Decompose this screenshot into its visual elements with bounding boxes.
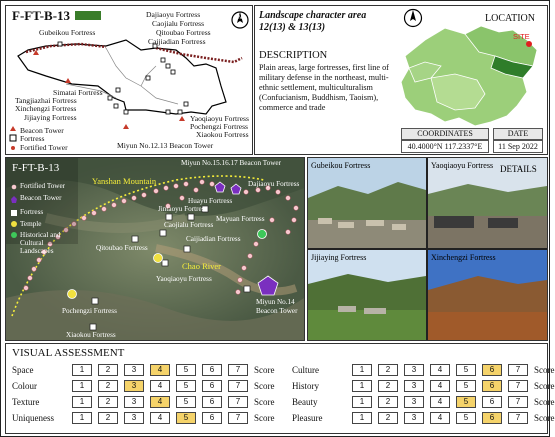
score-box[interactable]: 2 bbox=[98, 380, 118, 392]
photo-yaoqiaoyu bbox=[428, 158, 547, 248]
score-box[interactable]: 4 bbox=[150, 396, 170, 408]
legend-beacon-tower: Beacon Tower bbox=[20, 194, 62, 202]
photo-gubeikou bbox=[308, 158, 426, 248]
sat-label: Miyun No.14 Beacon Tower bbox=[256, 298, 298, 315]
score-box[interactable]: 1 bbox=[352, 364, 372, 376]
sat-label: Mayuan Fortress bbox=[216, 215, 265, 223]
description-title: DESCRIPTION bbox=[259, 50, 328, 61]
legend-temple-icon bbox=[11, 221, 17, 227]
date-value: 11 Sep 2022 bbox=[493, 140, 543, 153]
score-label: Score bbox=[534, 413, 555, 423]
site-marker-icon bbox=[526, 41, 532, 47]
sat-label-caijiadian: Caijiadian Fortress bbox=[186, 235, 241, 243]
score-box[interactable]: 3 bbox=[124, 364, 144, 376]
score-box[interactable]: 5 bbox=[456, 380, 476, 392]
assessment-label: Uniqueness bbox=[12, 413, 54, 423]
coordinates-value: 40.4000°N 117.2337°E bbox=[401, 140, 489, 153]
sat-label: Yaoqiaoyu Fortress bbox=[156, 275, 212, 283]
score-box[interactable]: 1 bbox=[72, 412, 92, 424]
visual-assessment-title: VISUAL ASSESSMENT bbox=[12, 347, 125, 359]
mountain-label: Yanshan Mountain bbox=[92, 176, 157, 186]
photo-caption: Xinchengzi Fortress bbox=[431, 253, 496, 262]
river-label: Chao River bbox=[182, 261, 221, 271]
score-label: Score bbox=[254, 381, 275, 391]
map-label: Qitoubao Fortress bbox=[156, 28, 211, 37]
sat-label: Caojialu Fortress bbox=[164, 221, 214, 229]
score-label: Score bbox=[534, 365, 555, 375]
sat-label: Xiaokou Fortress bbox=[66, 331, 116, 339]
score-box[interactable]: 5 bbox=[456, 364, 476, 376]
score-box[interactable]: 3 bbox=[404, 364, 424, 376]
map-label: Xinchengzi Fortress bbox=[15, 104, 77, 113]
score-box[interactable]: 2 bbox=[98, 412, 118, 424]
map-label: Simatai Fortress bbox=[53, 88, 103, 97]
area-title-line2: 12(13) & 13(13) bbox=[259, 22, 326, 33]
sat-label: Miyun No.15.16.17 Beacon Tower bbox=[181, 159, 281, 167]
score-label: Score bbox=[254, 365, 275, 375]
assessment-label: Pleasure bbox=[292, 413, 323, 423]
score-box[interactable]: 4 bbox=[430, 380, 450, 392]
score-box[interactable]: 4 bbox=[430, 364, 450, 376]
score-box[interactable]: 1 bbox=[72, 396, 92, 408]
score-box[interactable]: 2 bbox=[378, 364, 398, 376]
score-box[interactable]: 7 bbox=[508, 380, 528, 392]
score-box[interactable]: 6 bbox=[202, 396, 222, 408]
score-box[interactable]: 2 bbox=[378, 380, 398, 392]
site-label: SITE bbox=[513, 32, 530, 41]
score-box[interactable]: 6 bbox=[202, 380, 222, 392]
photo-xinchengzi bbox=[428, 250, 547, 340]
sat-label: Jintaoyu Fortress bbox=[158, 205, 208, 213]
svg-text:N: N bbox=[238, 15, 242, 21]
detail-photos-panel bbox=[307, 157, 548, 341]
photo-caption: Yaoqiaoyu Fortress bbox=[431, 161, 494, 170]
score-box[interactable]: 6 bbox=[482, 396, 502, 408]
legend-fortified-tower: Fortified Tower bbox=[20, 182, 66, 190]
score-box[interactable]: 1 bbox=[352, 380, 372, 392]
score-box[interactable]: 7 bbox=[508, 412, 528, 424]
legend-beacon-tower: Beacon Tower bbox=[20, 126, 64, 135]
assessment-label: Beauty bbox=[292, 397, 318, 407]
map-label: Gubeikou Fortress bbox=[39, 28, 96, 37]
score-box[interactable]: 6 bbox=[482, 412, 502, 424]
map-label: Caijiadian Fortress bbox=[148, 37, 206, 46]
map-label: Miyun No.12.13 Beacon Tower bbox=[117, 141, 214, 150]
assessment-label: Texture bbox=[12, 397, 40, 407]
map-label: Jijiaying Fortress bbox=[24, 113, 77, 122]
assessment-label: Colour bbox=[12, 381, 38, 391]
legend-fortress: Fortress bbox=[20, 208, 44, 216]
map-label: Xiaokou Fortress bbox=[196, 130, 249, 139]
score-box[interactable]: 2 bbox=[98, 396, 118, 408]
score-box[interactable]: 7 bbox=[228, 380, 248, 392]
legend-temple: Temple bbox=[20, 220, 42, 228]
legend-cultural-icon bbox=[11, 232, 17, 238]
map-label: Dajiaoyu Fortress bbox=[146, 10, 201, 19]
score-box[interactable]: 3 bbox=[124, 380, 144, 392]
score-box[interactable]: 5 bbox=[456, 412, 476, 424]
map-label: Pochengzi Fortress bbox=[190, 122, 248, 131]
score-box[interactable]: 7 bbox=[508, 396, 528, 408]
score-label: Score bbox=[254, 397, 275, 407]
score-box[interactable]: 5 bbox=[176, 412, 196, 424]
score-label: Score bbox=[534, 397, 555, 407]
score-box[interactable]: 6 bbox=[482, 364, 502, 376]
legend-tower-icon bbox=[12, 185, 17, 190]
sat-label: Huayu Fortress bbox=[188, 197, 233, 205]
score-box[interactable]: 6 bbox=[202, 364, 222, 376]
photo-caption: Gubeikou Fortress bbox=[311, 161, 371, 170]
beacon-tower-legend-icon bbox=[10, 126, 16, 131]
visual-assessment-panel bbox=[5, 343, 555, 434]
fortress-legend-icon bbox=[10, 135, 16, 141]
map-label: Caojialu Fortress bbox=[152, 19, 205, 28]
score-box[interactable]: 5 bbox=[176, 364, 196, 376]
score-box[interactable]: 5 bbox=[456, 396, 476, 408]
score-box[interactable]: 1 bbox=[352, 412, 372, 424]
sheet-code: F-FT-B-13 bbox=[12, 8, 71, 23]
sat-label: Dajiaoyu Fortress bbox=[248, 180, 300, 188]
score-box[interactable]: 3 bbox=[404, 412, 424, 424]
legend-cultural: Historical and Cultural Landscapes bbox=[20, 231, 61, 255]
score-box[interactable]: 3 bbox=[404, 396, 424, 408]
score-box[interactable]: 4 bbox=[430, 396, 450, 408]
map-label: Tangjiazhai Fortress bbox=[15, 96, 77, 105]
score-box[interactable]: 5 bbox=[176, 396, 196, 408]
score-box[interactable]: 7 bbox=[228, 364, 248, 376]
photo-jijiaying bbox=[308, 250, 426, 340]
map-label: Yaoqiaoyu Fortress bbox=[190, 114, 249, 123]
score-box[interactable]: 4 bbox=[430, 412, 450, 424]
photo-caption: Jijiaying Fortress bbox=[311, 253, 367, 262]
score-box[interactable]: 7 bbox=[508, 364, 528, 376]
assessment-label: Culture bbox=[292, 365, 319, 375]
score-box[interactable]: 2 bbox=[378, 412, 398, 424]
assessment-label: History bbox=[292, 381, 319, 391]
legend-fortress-icon bbox=[11, 210, 17, 216]
fortified-tower-legend-icon bbox=[11, 146, 15, 150]
coordinates-label: COORDINATES bbox=[401, 128, 489, 140]
score-box[interactable]: 2 bbox=[98, 364, 118, 376]
score-label: Score bbox=[254, 413, 275, 423]
score-box[interactable]: 1 bbox=[72, 380, 92, 392]
score-box[interactable]: 4 bbox=[150, 364, 170, 376]
legend-fortress: Fortress bbox=[20, 134, 45, 143]
legend-fortified-tower: Fortified Tower bbox=[20, 143, 68, 152]
score-box[interactable]: 2 bbox=[378, 396, 398, 408]
assessment-label: Space bbox=[12, 365, 34, 375]
location-title: LOCATION bbox=[485, 13, 535, 24]
score-box[interactable]: 7 bbox=[228, 412, 248, 424]
date-label: DATE bbox=[493, 128, 543, 140]
fortress-map-panel bbox=[5, 5, 253, 155]
score-box[interactable]: 1 bbox=[352, 396, 372, 408]
sat-label: Pochengzi Fortress bbox=[62, 307, 117, 315]
score-box[interactable]: 6 bbox=[202, 412, 222, 424]
area-title bbox=[259, 10, 366, 34]
satellite-title: F-FT-B-13 bbox=[12, 162, 60, 174]
score-box[interactable]: 6 bbox=[482, 380, 502, 392]
score-box[interactable]: 3 bbox=[404, 380, 424, 392]
score-box[interactable]: 5 bbox=[176, 380, 196, 392]
sat-label: Qitoubao Fortress bbox=[96, 244, 148, 252]
score-label: Score bbox=[534, 381, 555, 391]
score-box[interactable]: 7 bbox=[228, 396, 248, 408]
score-box[interactable]: 4 bbox=[150, 412, 170, 424]
area-description-panel bbox=[254, 5, 548, 155]
satellite-map-panel bbox=[5, 157, 305, 341]
description-text: Plain areas, large fortresses, first line of military defense in the northeast, multi-ethnic settlement, multiculturalism (Confucianism, Buddhism, Taoism), commerce and trade bbox=[259, 63, 389, 112]
area-title-line1: Landscape character area bbox=[259, 10, 367, 21]
score-box[interactable]: 3 bbox=[124, 396, 144, 408]
score-box[interactable]: 1 bbox=[72, 364, 92, 376]
details-label: DETAILS bbox=[500, 164, 537, 174]
score-box[interactable]: 3 bbox=[124, 412, 144, 424]
score-box[interactable]: 4 bbox=[150, 380, 170, 392]
